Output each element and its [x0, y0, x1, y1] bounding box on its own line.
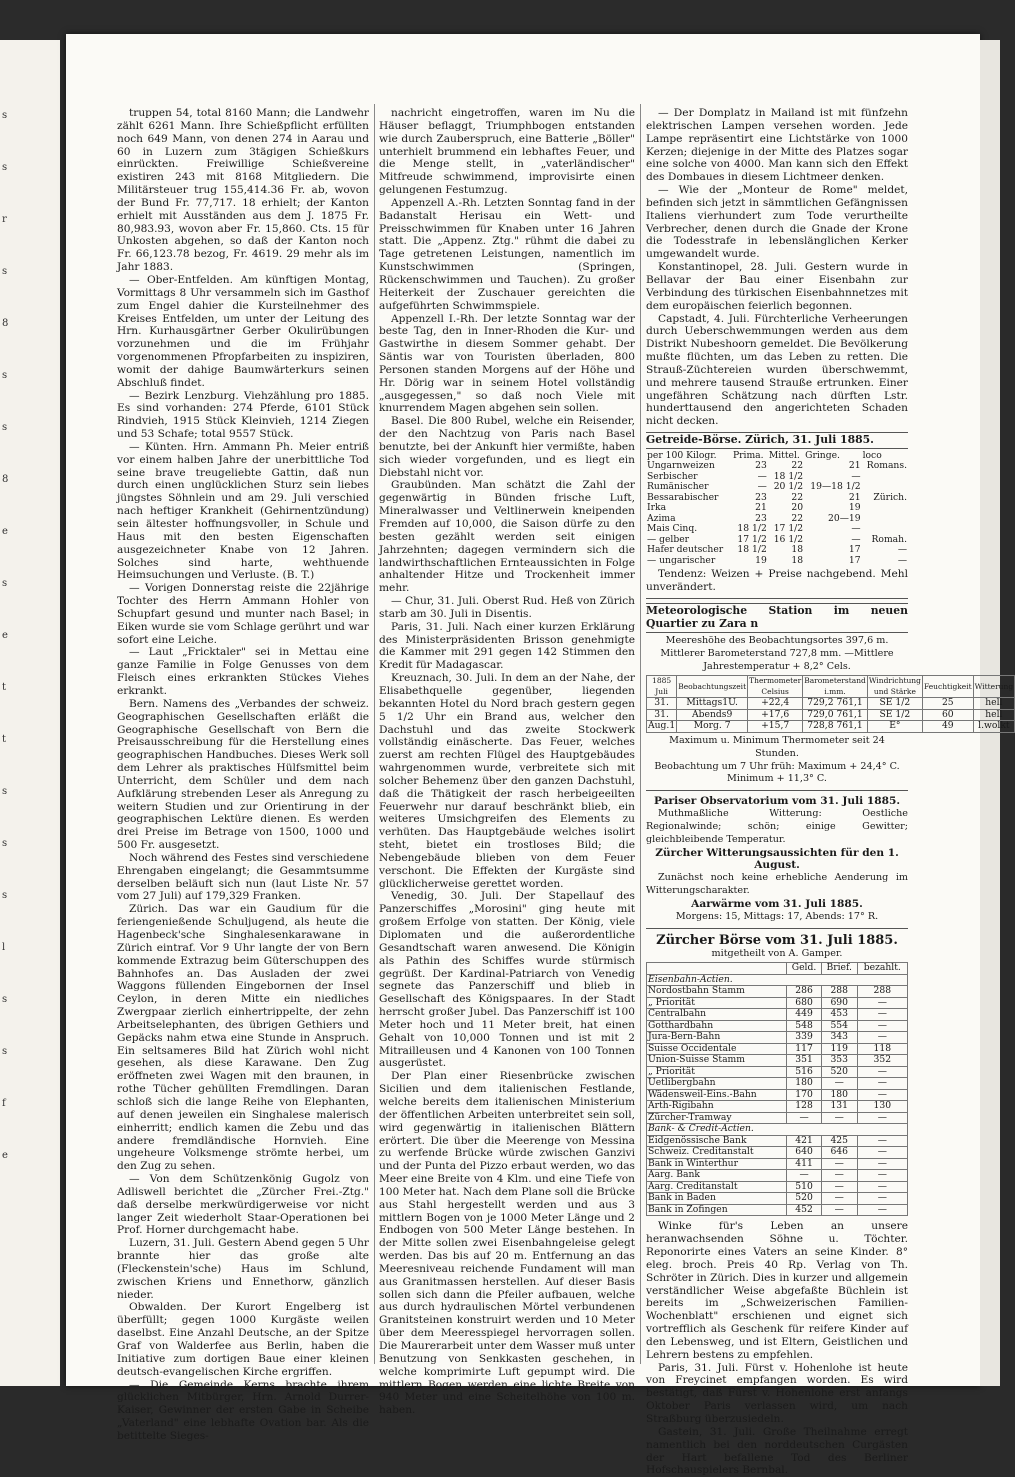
grain-table-cell: 23: [755, 491, 767, 503]
grain-table-cell: Zürich.: [873, 491, 907, 503]
weather-table-header: Windrichtung und Stärke: [868, 676, 921, 696]
previous-page-fragment: r: [2, 214, 7, 225]
weather-table-cell: SE 1/2: [867, 698, 922, 710]
stock-table-cell: —: [857, 1193, 907, 1205]
stock-table-cell: Bank in Zofingen: [647, 1204, 787, 1216]
stock-table-cell: Wädensweil-Eins.-Bahn: [647, 1089, 787, 1101]
previous-page-fragment: s: [2, 578, 8, 589]
stock-table-cell: 117: [787, 1043, 822, 1055]
stock-table-cell: —: [857, 1089, 907, 1101]
article-paragraph: Bern. Namens des „Verbandes der schweiz. Geographischen Gesellschaften erläßt die Geographische Gesellschaft von Bern die Preisausschreibung für die Herstellung eines geographischen Handbuches. Dieses Werk soll dem Lehrer als praktisches Hülfsmittel beim Unterricht, dem Schüler und dem nach Aufklärung strebenden Leser als Anregung zu weitern Studien und zur Orientirung in der geographischen Lektüre dienen. Es werden drei Preise im Betrage von 1500, 1000 und 500 Fr. ausgesetzt.: [117, 697, 369, 852]
stock-table-cell: 640: [787, 1147, 822, 1159]
station-mean-values: Mittlerer Barometerstand 727,8 mm. —Mittlere Jahrestemperatur + 8,2° Cels.: [660, 647, 894, 672]
stock-table-cell: Suisse Occidentale: [647, 1043, 787, 1055]
grain-table-cell: Rumänischer: [647, 481, 709, 493]
article-paragraph: — Laut „Fricktaler" sei in Mettau eine ganze Familie in Folge Genusses von dem Fleisch eines erkrankten Stückes Viehes erkrankt.: [117, 646, 369, 697]
grain-table-cell: 21: [848, 460, 861, 472]
stock-table-cell: 119: [821, 1043, 857, 1055]
article-paragraph: — Der Domplatz in Mailand ist mit fünfzehn elektrischen Lampen versehen worden. Jede Lampe repräsentirt eine Lichtstärke von 1000 Kerzen; diejenige in der Mitte des Platzes sogar eine solche von 4000. Man kann sich den Effekt des Dombaues in diesem Lichtmeer denken.: [646, 107, 908, 184]
grain-table-cell: 22: [791, 491, 804, 503]
article-paragraph: truppen 54, total 8160 Mann; die Landwehr zählt 6261 Mann. Ihre Schießpflicht erfüllten noch 649 Mann, von denen 274 in Aarau und 60 in Luzern zum 3tägigen Schießkurs einrückten. Freiwillige Schießvereine existiren 243 mit 8168 Mitgliedern. Die Militärsteuer trug 155,414.36 Fr. ab, wovon der Bund Fr. 77,717. 18 erhielt; der Kanton erhielt mit Ausständen aus dem J. 1875 Fr. 80,983.93, wovon aber Fr. 15,860. Cts. 15 für Unkosten abgehen, so daß der Kanton noch Fr. 66,123.78 bezog, Fr. 4619. 29 mehr als im Jahr 1883.: [117, 107, 369, 274]
stock-table-header: bezahlt.: [857, 963, 907, 975]
stock-table-cell: 520: [821, 1066, 857, 1078]
stock-table-cell: Union-Suisse Stamm: [647, 1055, 787, 1067]
stock-table-cell: 449: [787, 1009, 822, 1021]
stock-table-cell: —: [857, 1066, 907, 1078]
stock-table-cell: „ Priorität: [647, 1066, 787, 1078]
grain-table-header: Gringe.: [805, 449, 840, 461]
table-row: [647, 986, 908, 998]
aare-temperature-values: Morgens: 15, Mittags: 17, Abends: 17° R.: [675, 910, 879, 922]
grain-table-cell: 20—19: [828, 512, 861, 524]
weather-table-header: Thermometer Celsius: [749, 676, 802, 696]
stock-table-cell: Jura-Bern-Bahn: [647, 1032, 787, 1044]
column-3-news-bottom: [646, 1220, 908, 1477]
stock-table-cell: —: [857, 1158, 907, 1170]
weather-table: [646, 675, 1015, 733]
stock-table-cell: —: [857, 1009, 907, 1021]
grain-table-cell: —: [851, 533, 861, 545]
stock-table-cell: 510: [787, 1181, 822, 1193]
weather-table-cell: 49: [922, 721, 973, 733]
stock-table-cell: Eidgenössische Bank: [647, 1135, 787, 1147]
article-paragraph: — Künten. Hrn. Ammann Ph. Meier entriß vor einem halben Jahre der unerbittliche Tod seine brave treugeliebte Gattin, daß nun durch einen unglücklichen Sturz sein liebes jüngstes Söhnlein und am 29. Juli verschied nach heftiger Krankheit (Gehirnentzündung) sein ältester hoffnungsvoller, in Schule und Haus mit den besten Eigenschaften ausgezeichneter Knabe von 12 Jahren. Solches sind harte, wehthuende Heimsuchungen und Verluste. (B. T.): [117, 440, 369, 582]
article-paragraph: Venedig, 30. Juli. Der Stapellauf des Panzerschiffes „Morosini" ging heute mit großem Erfolge von statten. Der König, viele Diplomaten und die außerordentliche Gesandtschaft waren anwesend. Die Königin als Pathin des Schiffes wurde stürmisch gegrüßt. Der Kardinal-Patriarch von Venedig segnete das Panzerschiff und blieb in Gesellschaft des Königspaares. In der Stadt herrscht großer Jubel. Das Panzerschiff ist 100 Meter hoch und 11 Meter breit, hat einen Gehalt von 10,000 Tonnen und ist mit 2 Mitrailleusen und 4 Kanonen von 100 Tonnen ausgerüstet.: [379, 890, 635, 1070]
table-row: [647, 1158, 908, 1170]
previous-page-fragment: s: [2, 162, 8, 173]
table-row: [647, 1147, 908, 1159]
previous-page-fragment: s: [2, 266, 8, 277]
grain-table-cell: Romans.: [866, 460, 907, 472]
grain-table-header: Prima.: [732, 449, 764, 461]
previous-page-fragment: s: [2, 786, 8, 797]
stock-table-cell: —: [821, 1158, 857, 1170]
stock-table-cell: 646: [821, 1147, 857, 1159]
grain-table-cell: 19: [755, 554, 767, 566]
observatory-text: Muthmaßliche Witterung: Oestliche Regionalwinde; schön; einige Gewitter; gleichbleibende Temperatur.: [646, 808, 908, 845]
grain-table-cell: —: [757, 470, 767, 482]
stock-table-cell: —: [857, 1204, 907, 1216]
article-paragraph: Noch während des Festes sind verschiedene Ehrengaben eingelangt; die Gesammtsumme derselben beläuft sich nun (laut Liste Nr. 57 vom 27 Juli) auf 179,329 Franken.: [117, 851, 369, 903]
stock-table-cell: Aarg. Creditanstalt: [647, 1181, 787, 1193]
article-paragraph: Graubünden. Man schätzt die Zahl der gegenwärtig in Bünden frische Luft, Mineralwasser und Veltlinerwein kneipenden Fremden auf 10,000, die Saison dürfe zu den besten gezählt werden seit einigen Jahrzehnten; dagegen vermindern sich die landwirthschaftlichen Ernteaussichten in Folge anhaltender Hitze und Trockenheit immer mehr.: [379, 479, 635, 595]
weather-table-cell: +22,4: [748, 698, 803, 710]
article-paragraph: Paris, 31. Juli. Nach einer kurzen Erklärung des Ministerpräsidenten Brisson genehmigte die Kammer mit 291 gegen 142 Stimmen den Kredit für Madagascar.: [379, 620, 635, 672]
forecast-text: Zunächst noch keine erhebliche Aenderung im Witterungscharakter.: [646, 872, 908, 897]
table-row: [647, 997, 908, 1009]
stock-table-cell: 516: [787, 1066, 822, 1078]
stock-table-cell: —: [787, 1112, 822, 1124]
grain-table-cell: 22: [791, 512, 804, 524]
stock-table-cell: 343: [821, 1032, 857, 1044]
article-paragraph: — Vorigen Donnerstag reiste die 22jährige Tochter des Herrn Ammann Hohler von Schupfart gesund und munter nach Basel; in Eiken wurde sie vom Schlage gerührt und war sofort eine Leiche.: [117, 582, 369, 646]
grain-table-header: loco: [862, 449, 882, 461]
grain-exchange-place: Zürich, 31. Juli 1885.: [745, 433, 874, 447]
previous-page-fragment: f: [2, 1098, 6, 1109]
grain-table-cell: Romah.: [871, 533, 907, 545]
aare-temperature-title: Aarwärme vom 31. Juli 1885.: [691, 897, 863, 910]
grain-table-cell: 18 1/2: [737, 523, 767, 535]
column-rule: [640, 104, 641, 1364]
grain-table-cell: 18 1/2: [737, 544, 767, 556]
grain-table-cell: Hafer deutscher: [647, 544, 724, 556]
stock-table-cell: 554: [821, 1020, 857, 1032]
stock-table-cell: —: [857, 1135, 907, 1147]
table-row: [647, 1204, 908, 1216]
grain-table-cell: 21: [848, 491, 861, 503]
stock-table: [646, 962, 908, 1216]
weather-table-header: 1885 Juli: [647, 676, 677, 698]
stock-table-cell: —: [787, 1170, 822, 1182]
grain-table-header: Mittel.: [768, 449, 800, 461]
previous-page-fragment: 8: [2, 474, 9, 485]
grain-table-cell: — gelber: [647, 533, 690, 545]
previous-page-fragment: s: [2, 1046, 8, 1057]
table-row: [647, 1135, 908, 1147]
forecast-title: Zürcher Witterungsaussichten für den 1. August.: [655, 846, 899, 872]
grain-price-table: [646, 451, 908, 567]
article-paragraph: Paris, 31. Juli. Fürst v. Hohenlohe ist heute von Freycinet empfangen worden. Es wird bestätigt, daß Fürst v. Hohenlohe erst anfangs Oktober Paris verlassen wird, um nach Straßburg überzusiedeln.: [646, 1361, 908, 1425]
weather-station-title: Meteorologische Station im neuen Quartier zu Zara n: [646, 603, 908, 633]
table-row: [647, 1112, 908, 1124]
stock-table-cell: 130: [857, 1101, 907, 1113]
grain-table-cell: 23: [755, 460, 767, 472]
grain-table-cell: 19—18 1/2: [810, 481, 861, 493]
grain-table-cell: —: [851, 470, 861, 482]
stock-table-cell: —: [857, 1020, 907, 1032]
weather-table-header: Feuchtigkeit: [922, 676, 973, 698]
table-row: [647, 1101, 908, 1113]
article-paragraph: Appenzell A.-Rh. Letzten Sonntag fand in der Badanstalt Herisau ein Wett- und Preisschwimmen für Knaben unter 16 Jahren statt. Die „Appenz. Ztg." rühmt die dabei zu Tage getretenen Leistungen, namentlich im Kunstschwimmen (Springen, Rückenschwimmen und Tauchen). Zu großer Heiterkeit der Zuschauer gereichten die aufgeführten Schwimmspiele.: [379, 196, 635, 312]
grain-table-cell: Azima: [647, 512, 676, 524]
article-paragraph: Appenzell I.-Rh. Der letzte Sonntag war der beste Tag, den in Inner-Rhoden die Kur- und Gastwirthe in diesem Sommer gehabt. Der Säntis war von Touristen überladen, 800 Personen standen Morgens auf der Höhe und Hr. Dörig war in seinem Hotel vollständig „ausgegessen," so daß noch Viele mit knurrendem Magen abgehen sein sollen.: [379, 312, 635, 415]
stock-table-cell: 288: [821, 986, 857, 998]
grain-table-header: per 100 Kilogr.: [647, 449, 717, 461]
table-row: [647, 709, 1015, 721]
stock-table-cell: —: [857, 1032, 907, 1044]
weather-table-cell: Abends9: [677, 709, 748, 721]
weather-table-cell: Mittags1U.: [677, 698, 748, 710]
stock-table-cell: —: [821, 1170, 857, 1182]
article-paragraph: — Ober-Entfelden. Am künftigen Montag, Vormittags 8 Uhr versammeln sich im Gasthof zum Engel dahier die Kursteilnehmer des Kreises Entfelden, um unter der Leitung des Hrn. Kurhausgärtner Gerber Okulirübungen vorzunehmen und die im Frühjahr vorgenommenen Pfropfarbeiten zu inspiziren, womit der dahige Baumwärterkurs seinen Abschluß findet.: [117, 273, 369, 389]
weather-table-cell: Aug.1: [648, 720, 676, 732]
stock-table-cell: 180: [821, 1089, 857, 1101]
stock-table-cell: „ Priorität: [647, 997, 787, 1009]
table-row: [647, 1181, 908, 1193]
stock-table-cell: 131: [821, 1101, 857, 1113]
stock-table-cell: 128: [787, 1101, 822, 1113]
weather-note: Beobachtung um 7 Uhr früh: Maximum + 24,4° C.: [654, 760, 900, 772]
article-paragraph: — Chur, 31. Juli. Oberst Rud. Heß von Zürich starb am 30. Juli in Disentis.: [379, 595, 635, 620]
grain-table-cell: 22: [791, 460, 804, 472]
table-row: [647, 1020, 908, 1032]
grain-exchange-heading: [646, 432, 908, 449]
grain-table-cell: [862, 514, 908, 525]
stock-table-cell: 286: [787, 986, 822, 998]
grain-table-cell: —: [897, 554, 907, 566]
article-paragraph: — Wie der „Monteur de Rome" meldet, befinden sich jetzt in sämmtlichen Gefängnissen Italiens vierhundert zum Tode verurtheilte Verbrecher, denen durch die Gnade der Krone die Todesstrafe in lebenslänglichen Kerker umgewandelt wurde.: [646, 184, 908, 261]
previous-page-fragment: s: [2, 838, 8, 849]
previous-page-fragment: s: [2, 422, 8, 433]
stock-table-header: Brief.: [821, 963, 857, 975]
article-paragraph: — Bezirk Lenzburg. Viehzählung pro 1885. Es sind vorhanden: 274 Pferde, 6101 Stück Rindvieh, 1915 Stück Kleinvieh, 1214 Ziegen und 53 Schafe; total 9557 Stück.: [117, 389, 369, 441]
stock-table-cell: —: [821, 1181, 857, 1193]
stock-table-cell: Bank in Baden: [647, 1193, 787, 1205]
stock-exchange-source: mitgetheilt von A. Gamper.: [711, 947, 843, 959]
grain-table-cell: Serbischer: [647, 470, 698, 482]
table-row: [647, 698, 1015, 710]
previous-page-fragment: s: [2, 890, 8, 901]
article-paragraph: Basel. Die 800 Rubel, welche ein Reisender, der den Nachtzug von Paris nach Basel benutzte, bei der Ankunft hier vermißte, haben sich wieder vorgefunden, und es liegt ein Diebstahl nicht vor.: [379, 415, 635, 479]
article-paragraph: Zürich. Das war ein Gaudium für die feriengenießende Schuljugend, als heute die Hagenbeck'sche Singhalesenkarawane in Zürich eintraf. Vor 9 Uhr langte der von Bern kommende Extrazug beim Güterschuppen des Bahnhofes an. Das Ausladen der zwei Waggons füllenden Eingebornen der Insel Ceylon, in deren Mitte ein niedliches Zwergpaar zierlich einhertrippelte, der zehn Arbeitselephanten, des übrigen Gethiers und Gepäcks nahm etwa eine Stunde in Anspruch. Ein seltsameres Bild hat Zürich wohl nicht gesehen, als diese Karawane. Den Zug eröffneten zwei Wagen mit den braunen, in rothe Tücher gehüllten Fremdlingen. Daran schloß sich die lange Reihe von Elephanten, auf denen jeweilen ein Singhalese malerisch einherritt; endlich kamen die Zebu und das andere fremdländische Hornvieh. Eine ungeheure Volksmenge strömte herbei, um den Zug zu sehen.: [117, 903, 369, 1173]
station-altitude: Meereshöhe des Beobachtungsortes 397,6 m.: [665, 634, 889, 646]
grain-table-cell: —: [757, 481, 767, 493]
weather-table-cell: Morg. 7: [677, 721, 748, 733]
weather-table-cell: 60: [922, 709, 973, 721]
stock-table-cell: —: [857, 1170, 907, 1182]
table-section-row: [647, 1124, 908, 1136]
stock-table-cell: 353: [821, 1055, 857, 1067]
grain-table-cell: 21: [755, 502, 767, 514]
stock-table-cell: 180: [787, 1078, 822, 1090]
article-paragraph: Kreuznach, 30. Juli. In dem an der Nahe, der Elisabethquelle gegenüber, liegenden bekannten Hotel du Nord brach gestern gegen 5 1/2 Uhr ein Brand aus, welcher den Dachstuhl und das zweite Stockwerk vollständig einäscherte. Das Feuer, welches zuerst am rechten Flügel des Hauptgebäudes wahrgenommen wurde, verbreitete sich mit solcher Behemenz über den ganzen Dachstuhl, daß die Thätigkeit der rasch herbeigeeilten Feuerwehr nur darauf beschränkt blieb, ein weiteres Umsichgreifen des Elements zu verhüten. Das Hauptgebäude welches isolirt steht, bietet ein trostloses Bild; die Nebengebäude blieben von dem Feuer verschont. Die Effekten der Kurgäste sind glücklicherweise gerettet worden.: [379, 672, 635, 890]
grain-table-cell: 17: [848, 554, 861, 566]
stock-table-cell: —: [821, 1204, 857, 1216]
weather-table-header: Barometerstand i.mm.: [804, 676, 866, 696]
stock-table-cell: 352: [857, 1055, 907, 1067]
stock-table-cell: —: [821, 1078, 857, 1090]
observatory-title: Pariser Observatorium vom 31. Juli 1885.: [653, 795, 901, 808]
weather-table-header: Beobachtungszeit: [677, 676, 748, 698]
column-rule: [374, 104, 375, 1364]
stock-table-cell: —: [821, 1193, 857, 1205]
divider: [646, 790, 908, 791]
previous-page-fragment: s: [2, 370, 8, 381]
stock-table-cell: Arth-Rigibahn: [647, 1101, 787, 1113]
stock-table-cell: —: [857, 997, 907, 1009]
stock-table-cell: Zürcher-Tramway: [647, 1112, 787, 1124]
stock-table-cell: Gotthardbahn: [647, 1020, 787, 1032]
grain-table-cell: —: [851, 523, 861, 535]
stock-table-cell: 339: [787, 1032, 822, 1044]
previous-page-fragment: e: [2, 630, 8, 641]
previous-page-fragment: t: [2, 682, 7, 693]
article-paragraph: Obwalden. Der Kurort Engelberg ist überfüllt; gegen 1000 Kurgäste weilen daselbst. Eine Anzahl Deutsche, an der Spitze Graf von Walderfee aus Berlin, haben die Initiative zum dortigen Baue einer kleinen deutsch-evangelischen Kirche ergriffen.: [117, 1301, 369, 1378]
stock-table-cell: 118: [857, 1043, 907, 1055]
weather-table-cell: 31.: [647, 698, 677, 710]
weather-table-cell: +17,6: [748, 709, 803, 721]
grain-table-cell: [862, 472, 908, 483]
grain-table-cell: 17 1/2: [773, 523, 804, 535]
weather-table-cell: l.wolkt: [973, 721, 1015, 733]
stock-table-cell: 453: [821, 1009, 857, 1021]
weather-table-cell: 728,8 761,1: [803, 721, 868, 733]
stock-table-cell: 425: [821, 1135, 857, 1147]
grain-table-cell: 20: [791, 502, 804, 514]
table-row: [646, 503, 908, 514]
weather-table-cell: hell: [973, 709, 1015, 721]
stock-table-cell: 411: [787, 1158, 822, 1170]
stock-table-cell: 548: [787, 1020, 822, 1032]
grain-table-cell: [862, 503, 908, 514]
weather-table-header: Witterung: [973, 676, 1015, 698]
stock-table-cell: Schweiz. Creditanstalt: [647, 1147, 787, 1159]
stock-table-cell: Nordostbahn Stamm: [647, 986, 787, 998]
stock-table-cell: 351: [787, 1055, 822, 1067]
stock-table-cell: —: [857, 1112, 907, 1124]
column-3: [646, 107, 1014, 1477]
article-paragraph: Winke für's Leben an unsere heranwachsenden Söhne u. Töchter. Reponorirte eines Vaters an seine Kinder. 8° eleg. broch. Preis 40 Rp. Verlag von Th. Schröter in Zürich. Dies in kurzer und allgemein verständlicher Weise abgefaßte Büchlein ist bereits im „Schweizerischen Familien-Wochenblatt" erschienen und eignet sich vortrefflich als Geschenk für reifere Kinder auf den Lebensweg, und ist Eltern, Geistlichen und Lehrern bestens zu empfehlen.: [646, 1220, 908, 1361]
previous-page-fragment: l: [2, 942, 6, 953]
table-section-row: [647, 974, 908, 986]
article-paragraph: — Von dem Schützenkönig Gugolz von Adliswell berichtet die „Zürcher Frei.-Ztg." daß derselbe merkwürdigerweise vor nicht langer Zeit wiederholt Staar-Operationen bei Prof. Horner durchgemacht habe.: [117, 1173, 369, 1237]
weather-note: Maximum u. Minimum Thermometer seit 24 Stunden.: [669, 734, 885, 759]
weather-table-cell: 729,0 761,1: [803, 709, 868, 721]
stock-table-header: Geld.: [787, 963, 822, 975]
table-row: [646, 556, 908, 567]
article-paragraph: Konstantinopel, 28. Juli. Gestern wurde in Bellavar der Bau einer Eisenbahn zur Verbindung des türkischen Eisenbahnnetzes mit dem europäischen feierlich begonnen.: [646, 261, 908, 312]
article-paragraph: — Die Gemeinde Kerns brachte ihrem glücklichen Mitbürger, Hrn. Arnold Durrer-Kaiser, Gewinner der ersten Gabe in Scheibe „Vaterland" eine lebhafte Ovation bar. Als die betittelte Sieges-: [117, 1378, 369, 1442]
stock-section-label: Bank- & Credit-Actien.: [647, 1124, 908, 1136]
grain-table-cell: 18: [791, 554, 804, 566]
previous-page-edge: [0, 40, 60, 1386]
table-row: [647, 1193, 908, 1205]
grain-table-cell: 17: [848, 544, 861, 556]
stock-table-cell: —: [857, 1181, 907, 1193]
grain-table-cell: —: [897, 544, 907, 556]
column-3-news: [646, 107, 908, 428]
table-row: [647, 1043, 908, 1055]
table-row: [647, 721, 1015, 733]
previous-page-fragment: s: [2, 110, 8, 121]
grain-table-cell: Mais Cinq.: [647, 523, 698, 535]
stock-table-cell: —: [857, 1147, 907, 1159]
article-paragraph: Luzern, 31. Juli. Gestern Abend gegen 5 Uhr brannte hier das große alte (Fleckenstein'sche) Haus im Schlund, zwischen Kriens und Ennethorw, gänzlich nieder.: [117, 1237, 369, 1301]
stock-table-cell: 690: [821, 997, 857, 1009]
weather-table-cell: 729,2 761,1: [803, 698, 868, 710]
stock-table-cell: 452: [787, 1204, 822, 1216]
weather-table-cell: hell: [973, 698, 1015, 710]
stock-table-cell: —: [821, 1112, 857, 1124]
grain-exchange-title: Getreide-Börse.: [646, 433, 742, 447]
table-row: [647, 1032, 908, 1044]
table-row: [647, 1009, 908, 1021]
previous-page-fragment: t: [2, 734, 7, 745]
weather-table-cell: 31.: [647, 709, 677, 721]
previous-page-fragment: 8: [2, 318, 9, 329]
weather-table-cell: SE 1/2: [867, 709, 922, 721]
stock-table-cell: 170: [787, 1089, 822, 1101]
grain-table-cell: 18 1/2: [773, 470, 804, 482]
grain-table-cell: 16 1/2: [773, 533, 804, 545]
weather-table-cell: +15,7: [748, 721, 803, 733]
stock-section-label: Eisenbahn-Actien.: [647, 974, 908, 986]
stock-table-cell: Centralbahn: [647, 1009, 787, 1021]
previous-page-fragment: e: [2, 526, 8, 537]
stock-table-cell: 421: [787, 1135, 822, 1147]
grain-table-cell: — ungarischer: [647, 554, 716, 566]
grain-table-cell: Bessarabischer: [647, 491, 719, 503]
grain-table-cell: 18: [791, 544, 804, 556]
article-paragraph: Der Plan einer Riesenbrücke zwischen Sicilien und dem italienischen Festlande, welche bereits dem italienischen Ministerium der öffentlichen Arbeiten unterbreitet sein soll, wird gegenwärtig in italienischen Blättern erörtert. Die über die Meerenge von Messina zu werfende Brücke würde zwischen Ganzivi und der Punta del Pizzo erbaut werden, wo das Meer eine Breite von 4 Klm. und eine Tiefe von 100 Meter hat. Nach dem Plane soll die Brücke aus Stahl hergestellt werden und aus 3 mittlern Bogen von je 1000 Meter Länge und 2 Endbogen von 500 Meter Länge bestehen. In der Mitte sollen zwei Eisenbahngeleise gelegt werden. Das bis auf 20 m. Entfernung an das Meeresniveau reichende Fundament will man aus Granitmassen herstellen. Auf dieser Basis sollen sich dann die Pfeiler aufbauen, welche aus durch hydraulischen Mörtel verbundenen Granitsteinen konstruirt werden und 10 Meter über dem Meeresspiegel hervorragen sollen. Die Maurerarbeit unter dem Wasser muß unter Benutzung von Senkkasten geschehen, in welche komprimirte Luft gepumpt wird. Die mittlern Bogen werden eine lichte Breite von 940 Meter und eine Scheitelhöhe von 100 m. haben.: [379, 1070, 635, 1417]
stock-table-header: [647, 963, 787, 975]
stock-table-cell: Uetlibergbahn: [647, 1078, 787, 1090]
article-paragraph: Capstadt, 4. Juli. Fürchterliche Verheerungen durch Ueberschwemmungen werden aus dem Distrikt Nubeshoorn gemeldet. Die Bevölkerung mußte flüchten, um das Leben zu retten. Die Strauß-Züchtereien wurden überschwemmt, und mehrere tausend Strauße ertrunken. Einer ungefähren Schätzung nach dürften Lstr. hunderttausend den angerichteten Schaden nicht decken.: [646, 312, 908, 428]
table-row: [647, 1055, 908, 1067]
table-row: [647, 1089, 908, 1101]
grain-table-cell: 20 1/2: [773, 481, 804, 493]
article-paragraph: Gastein, 31. Juli. Große Theilnahme erregt namentlich bei den norddeutschen Curgästen der Hart befallene Tod des Berliner Hofschauspielers Bernbal.: [646, 1425, 908, 1477]
grain-table-cell: 19: [848, 502, 861, 514]
table-row: [647, 1078, 908, 1090]
stock-table-cell: —: [857, 1078, 907, 1090]
stock-exchange-title: Zürcher Börse vom 31. Juli 1885.: [656, 932, 898, 948]
table-row: [647, 1170, 908, 1182]
grain-table-cell: 23: [755, 512, 767, 524]
grain-tendency: Tendenz: Weizen + Preise nachgebend. Mehl unverändert.: [646, 568, 908, 594]
stock-table-cell: Aarg. Bank: [647, 1170, 787, 1182]
grain-table-cell: Irka: [647, 502, 667, 514]
stock-table-cell: Bank in Winterthur: [647, 1158, 787, 1170]
divider: [646, 598, 908, 599]
stock-table-cell: 680: [787, 997, 822, 1009]
column-1: [117, 107, 369, 1443]
previous-page-fragment: e: [2, 1150, 8, 1161]
weather-note: Minimum + 11,3° C.: [727, 773, 827, 785]
table-row: [647, 1066, 908, 1078]
stock-table-cell: 288: [857, 986, 907, 998]
stock-table-cell: 520: [787, 1193, 822, 1205]
weather-table-cell: E°: [867, 721, 922, 733]
table-row: [646, 493, 908, 504]
column-2: [379, 107, 635, 1417]
weather-table-cell: 25: [922, 698, 973, 710]
grain-table-cell: 17 1/2: [737, 533, 767, 545]
article-paragraph: nachricht eingetroffen, waren im Nu die Häuser beflaggt, Triumphbogen entstanden wie durch Zauberspruch, eine Batterie „Böller" unterhielt brummend ein lebhaftes Feuer, und die Menge stellt, in „vaterländischer" Mitfreude schwimmend, improvisirte einen gelungenen Festumzug.: [379, 107, 635, 197]
grain-table-cell: Ungarnweizen: [647, 460, 715, 472]
divider: [646, 928, 908, 929]
previous-page-fragment: s: [2, 994, 8, 1005]
